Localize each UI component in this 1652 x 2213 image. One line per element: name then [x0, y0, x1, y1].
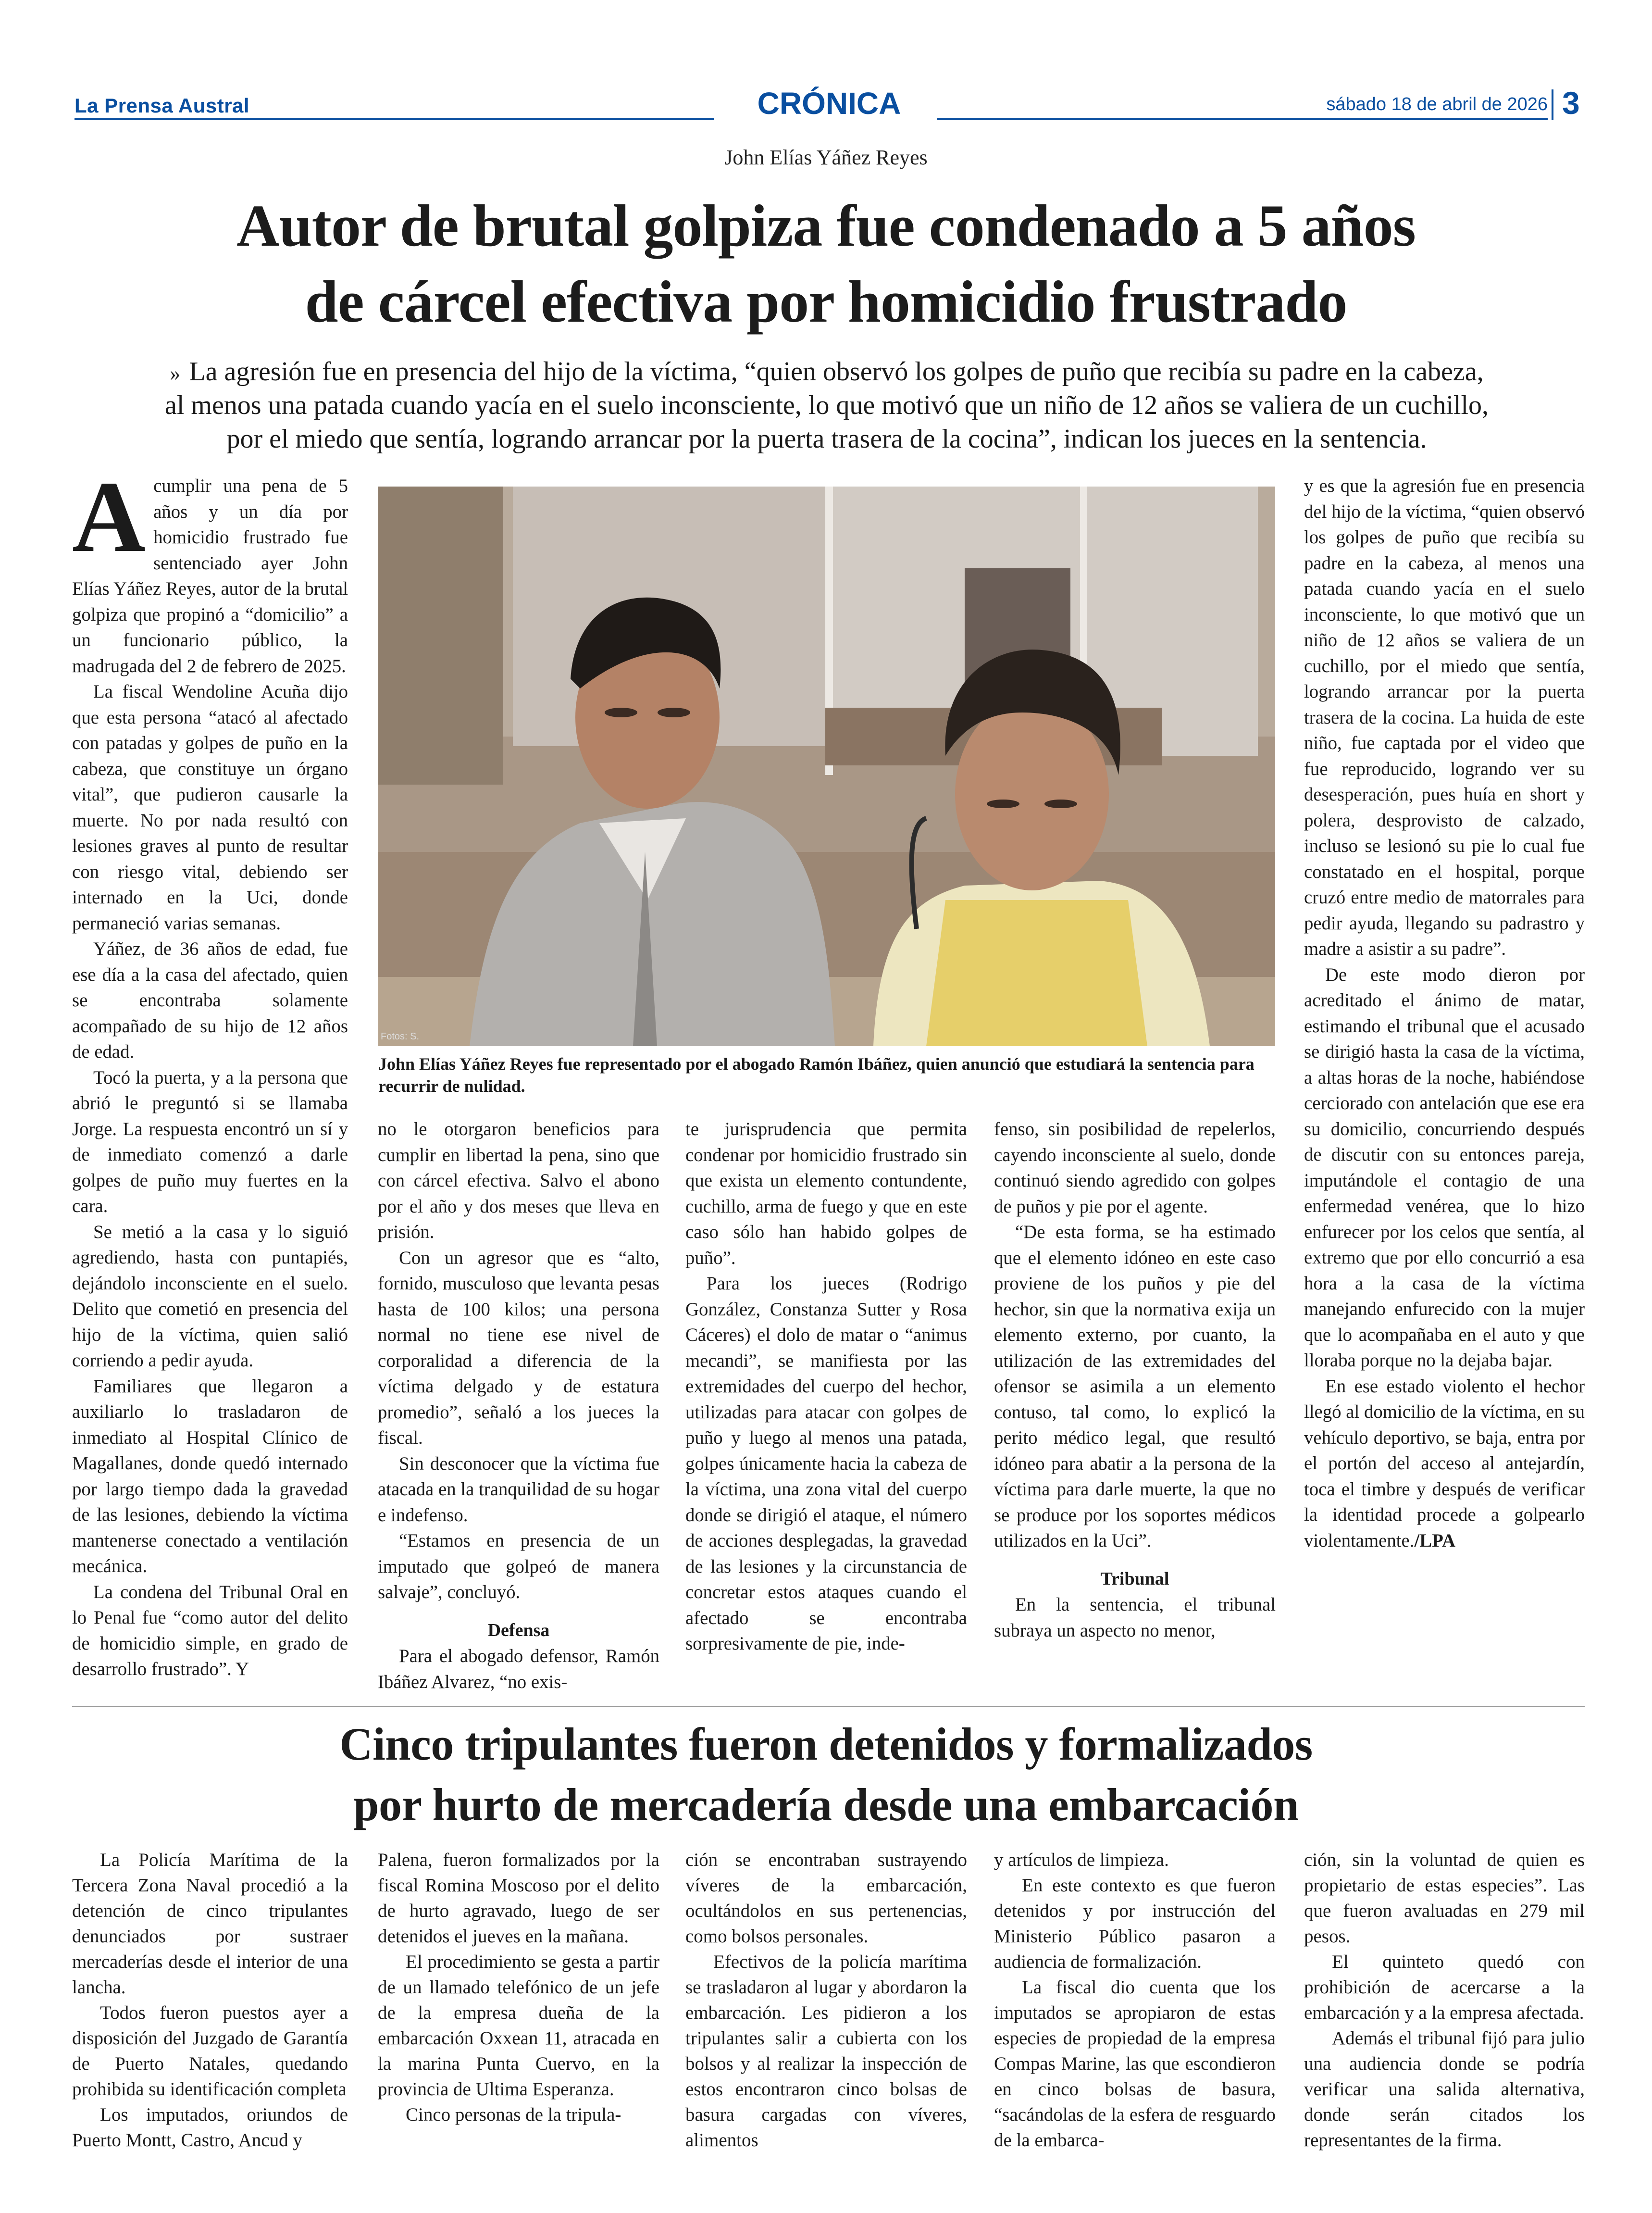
- body-paragraph: Familiares que llegaron a auxiliarlo lo trasladaron de inmediato al Hospital Clínico de Magallanes, donde quedó internado por largo tiempo dada la gravedad de las lesiones, debiendo la víctima mantenerse conectado a ventilación mecánica.: [72, 1375, 348, 1576]
- author-signature: /LPA: [1414, 1530, 1455, 1551]
- lead-text-1: La agresión fue en presencia del hijo de la víctima, “quien observó los golpes de puño que recibía su padre en la cabeza,: [189, 357, 1484, 387]
- story2-column-1: [72, 1847, 348, 2153]
- body-paragraph: Con un agresor que es “alto, fornido, musculoso que levanta pesas hasta de 100 kilos; una persona normal no tiene ese nivel de corporalidad a diferencia de la víctima delgado y de estatura promedio”, señaló a los jueces la fiscal.: [378, 1247, 659, 1448]
- story1-column-5: [1304, 473, 1585, 1553]
- body-paragraph: ción, sin la voluntad de quien es propietario de estas especies”. Las que fueron avaluadas en 279 mil pesos.: [1304, 1850, 1585, 1947]
- body-paragraph: Cinco personas de la tripula-: [406, 2104, 621, 2125]
- page-number: 3: [1562, 85, 1580, 121]
- courtroom-photo: [378, 487, 1275, 1046]
- drop-cap: A: [72, 460, 146, 573]
- body-paragraph: te jurisprudencia que permita condenar por homicidio frustrado sin que exista un elemento contundente, cuchillo, arma de fuego y que en este caso sólo han habido golpes de puño”.: [685, 1119, 967, 1268]
- body-paragraph: Para el abogado defensor, Ramón Ibáñez Alvarez, “no exis-: [378, 1646, 659, 1692]
- story2-headline-line-1: Cinco tripulantes fueron detenidos y formalizados: [339, 1718, 1313, 1770]
- body-paragraph: El quinteto quedó con prohibición de acercarse a la embarcación y a la empresa afectada.: [1304, 1951, 1585, 2023]
- body-paragraph: Sin desconocer que la víctima fue atacada en la tranquilidad de su hogar e indefenso.: [378, 1453, 660, 1525]
- body-paragraph: En este contexto es que fueron detenidos y por instrucción del Ministerio Público pasaron a audiencia de formalización.: [994, 1875, 1276, 1972]
- story1-column-3: [685, 1116, 967, 1657]
- story1-column-2: [378, 1116, 659, 1695]
- lead-line-3: por el miedo que sentía, logrando arrancar por la puerta trasera de la cocina”, indican los jueces en la sentencia.: [226, 424, 1427, 454]
- story2-column-2: [378, 1847, 659, 2127]
- header-rule-left: [75, 118, 714, 120]
- body-paragraph: A cumplir una pena de 5 años y un día por homicidio frustrado fue sentenciado ayer John Elías Yáñez Reyes, autor de la brutal golpiza que propinó a “domicilio” a un funcionario público, la madrugada del 2 de febrero de 2025.: [72, 460, 348, 676]
- lead-line-1: [115, 355, 1538, 389]
- headline-line-2: de cárcel efectiva por homicidio frustrado: [305, 269, 1347, 335]
- body-paragraph: Además el tribunal fijó para julio una audiencia donde se podría verificar una salida alternativa, donde serán citados los representantes de la firma.: [1304, 2028, 1585, 2150]
- body-paragraph: Todos fueron puestos ayer a disposición del Juzgado de Garantía de Puerto Natales, quedando prohibida su identificación completa: [72, 2002, 348, 2100]
- lead-arrow-icon: »: [170, 362, 181, 385]
- body-paragraph: De este modo dieron por acreditado el ánimo de matar, estimando el tribunal que el acusado se dirigió hasta la casa de la víctima, a altas horas de la noche, habiéndose cerciorado con antelación que ese era su domicilio, concurriendo después de discutir con su entonces pareja, imputándole el contagio de una enfermedad venérea, que lo hizo enfurecer por los celos que sentía, al extremo que por ello concurrió a esa hora a la casa de la víctima manejando enfurecido con la mujer que lo acompañaba en el auto y que lloraba porque no la dejaba bajar.: [1304, 964, 1585, 1371]
- story2-column-3: [685, 1847, 967, 2153]
- body-paragraph: y es que la agresión fue en presencia del hijo de la víctima, “quien observó los golpes de puño que recibía su padre en la cabeza, al menos una patada cuando yacía en el suelo inconsciente, lo que motivó que un niño de 12 años se valiera de un cuchillo, por el miedo que sentía, logrando arrancar por la puerta trasera de la cocina. La huida de este niño, fue captada por el video que fue reproducido, logrando ver su desesperación, pues huía en short y polera, desprovisto de calzado, incluso se lesionó su pie lo cual fue constatado en el hospital, porque cruzó entre medio de matorrales para pedir ayuda, llegando su padrastro y madre a asistir a su padre”.: [1304, 475, 1585, 959]
- body-paragraph: “De esta forma, se ha estimado que el elemento idóneo en este caso proviene de los puños y pie del hechor, sin que la normativa exija un elemento externo, por cuanto, la utilización de las extremidades del ofensor se asimila a un elemento contuso, tal como, lo explicó la perito médico legal, que resultó idóneo para abatir a la persona de la víctima para darle muerte, la que no se produce por los soportes médicos utilizados en la Uci”.: [994, 1222, 1276, 1551]
- body-paragraph: Los imputados, oriundos de Puerto Montt, Castro, Ancud y: [72, 2104, 348, 2150]
- header-separator: [1552, 89, 1553, 120]
- body-paragraph: La fiscal Wendoline Acuña dijo que esta persona “atacó al afectado con patadas y golpes de puño en la cabeza, que constituye un órgano vital”, que pudieron causarle la muerte. No por nada resultó con lesiones graves al punto de resultar con riesgo vital, debiendo ser internado en la Uci, donde permaneció varias semanas.: [72, 681, 348, 934]
- photo-caption: John Elías Yáñez Reyes fue representado por el abogado Ramón Ibáñez, quien anunció que estudiará la sentencia para recurrir de nulidad.: [378, 1054, 1255, 1096]
- body-paragraph: y artículos de limpieza.: [994, 1850, 1169, 1870]
- photo-credit: Fotos: S.: [381, 1031, 420, 1042]
- story2-column-5: [1304, 1847, 1585, 2153]
- body-paragraph: En ese estado violento el hechor llegó al domicilio de la víctima, en su vehículo deportivo, se baja, entra por el portón del acceso al antejardín, toca el timbre y después de verificar la identidad procede a golpearlo violentamente./LPA: [1304, 1375, 1585, 1551]
- body-paragraph: Se metió a la casa y lo siguió agrediendo, hasta con puntapiés, dejándolo inconsciente en el suelo. Delito que cometió en presencia del hijo de la víctima, quien salió corriendo a pedir ayuda.: [72, 1221, 348, 1371]
- subhead-defensa: Defensa: [487, 1620, 550, 1640]
- body-paragraph: fenso, sin posibilidad de repelerlos, cayendo inconsciente al suelo, donde continuó siendo agredido con golpes de puños y pie por el agente.: [994, 1119, 1276, 1217]
- body-paragraph: La fiscal dio cuenta que los imputados se apropiaron de estas especies de propiedad de la empresa Compas Marine, las que escondieron en cinco bolsas de basura, “sacándolas de la esfera de resguardo de la embarca-: [994, 1977, 1276, 2150]
- body-paragraph: ción se encontraban sustrayendo víveres de la embarcación, ocultándolos en sus pertenencias, como bolsos personales.: [685, 1850, 967, 1947]
- story2-column-4: [994, 1847, 1276, 2153]
- body-paragraph: El procedimiento se gesta a partir de un llamado telefónico de un jefe de la empresa dueña de la embarcación Oxxean 11, atracada en la marina Punta Cuervo, en la provincia de Ultima Esperanza.: [378, 1951, 659, 2100]
- lead-line-2: al menos una patada cuando yacía en el suelo inconsciente, lo que motivó que un niño de 12 años se valiera de un cuchillo,: [164, 390, 1489, 420]
- headline-line-1: Autor de brutal golpiza fue condenado a 5 años: [236, 193, 1416, 259]
- story2-headline-line-2: por hurto de mercadería desde una embarcación: [353, 1779, 1299, 1830]
- story1-column-1: [72, 460, 348, 1682]
- body-paragraph: Para los jueces (Rodrigo González, Constanza Sutter y Rosa Cáceres) el dolo de matar o “animus mecandi”, se manifiesta por las extremidades del cuerpo del hechor, utilizadas para atacar con golpes de puño y luego al menos una patada, golpes únicamente hacia la cabeza de la víctima, una zona vital del cuerpo donde se dirigió el ataque, el número de acciones desplegadas, la gravedad de las lesiones y la circunstancia de concretar estos ataques cuando el afectado se encontraba sorpresivamente de pie, inde-: [685, 1273, 967, 1654]
- story-divider: [72, 1706, 1585, 1707]
- body-paragraph: no le otorgaron beneficios para cumplir en libertad la pena, sino que con cárcel efectiva. Salvo el abono por el año y dos meses que lleva en prisión.: [378, 1119, 659, 1242]
- body-paragraph: Tocó la puerta, y a la persona que abrió le preguntó si se llamaba Jorge. La respuesta encontró un sí y de inmediato comenzó a darle golpes de puño muy fuertes en la cara.: [72, 1067, 348, 1216]
- body-paragraph: La Policía Marítima de la Tercera Zona Naval procedió a la detención de cinco tripulantes denunciados por sustraer mercaderías desde el interior de una lancha.: [72, 1850, 348, 1998]
- body-paragraph: La condena del Tribunal Oral en lo Penal fue “como autor del delito de homicidio simple, en grado de desarrollo frustrado”. Y: [72, 1581, 348, 1679]
- body-paragraph: En la sentencia, el tribunal subraya un aspecto no menor,: [994, 1594, 1276, 1641]
- header-rule-right: [937, 118, 1548, 120]
- body-paragraph: “Estamos en presencia de un imputado que golpeó de manera salvaje”, concluyó.: [378, 1530, 659, 1602]
- newspaper-brand: La Prensa Austral: [75, 94, 250, 117]
- body-paragraph: Palena, fueron formalizados por la fiscal Romina Moscoso por el delito de hurto agravado, luego de ser detenidos el jueves en la mañana.: [378, 1850, 659, 1947]
- issue-date: sábado 18 de abril de 2026: [1326, 94, 1548, 114]
- subhead-tribunal: Tribunal: [1100, 1568, 1169, 1589]
- body-paragraph: Yáñez, de 36 años de edad, fue ese día a la casa del afectado, quien se encontraba solamente acompañado de su hijo de 12 años de edad.: [72, 938, 348, 1062]
- story-kicker: John Elías Yáñez Reyes: [724, 146, 928, 169]
- section-name: CRÓNICA: [757, 86, 901, 121]
- body-paragraph: Efectivos de la policía marítima se trasladaron al lugar y abordaron la embarcación. Les pidieron a los tripulantes salir a cubierta con los bolsos y al realizar la inspección de estos encontraron cinco bolsas de basura cargadas con víveres, alimentos: [685, 1951, 967, 2150]
- story1-column-4: [994, 1116, 1276, 1643]
